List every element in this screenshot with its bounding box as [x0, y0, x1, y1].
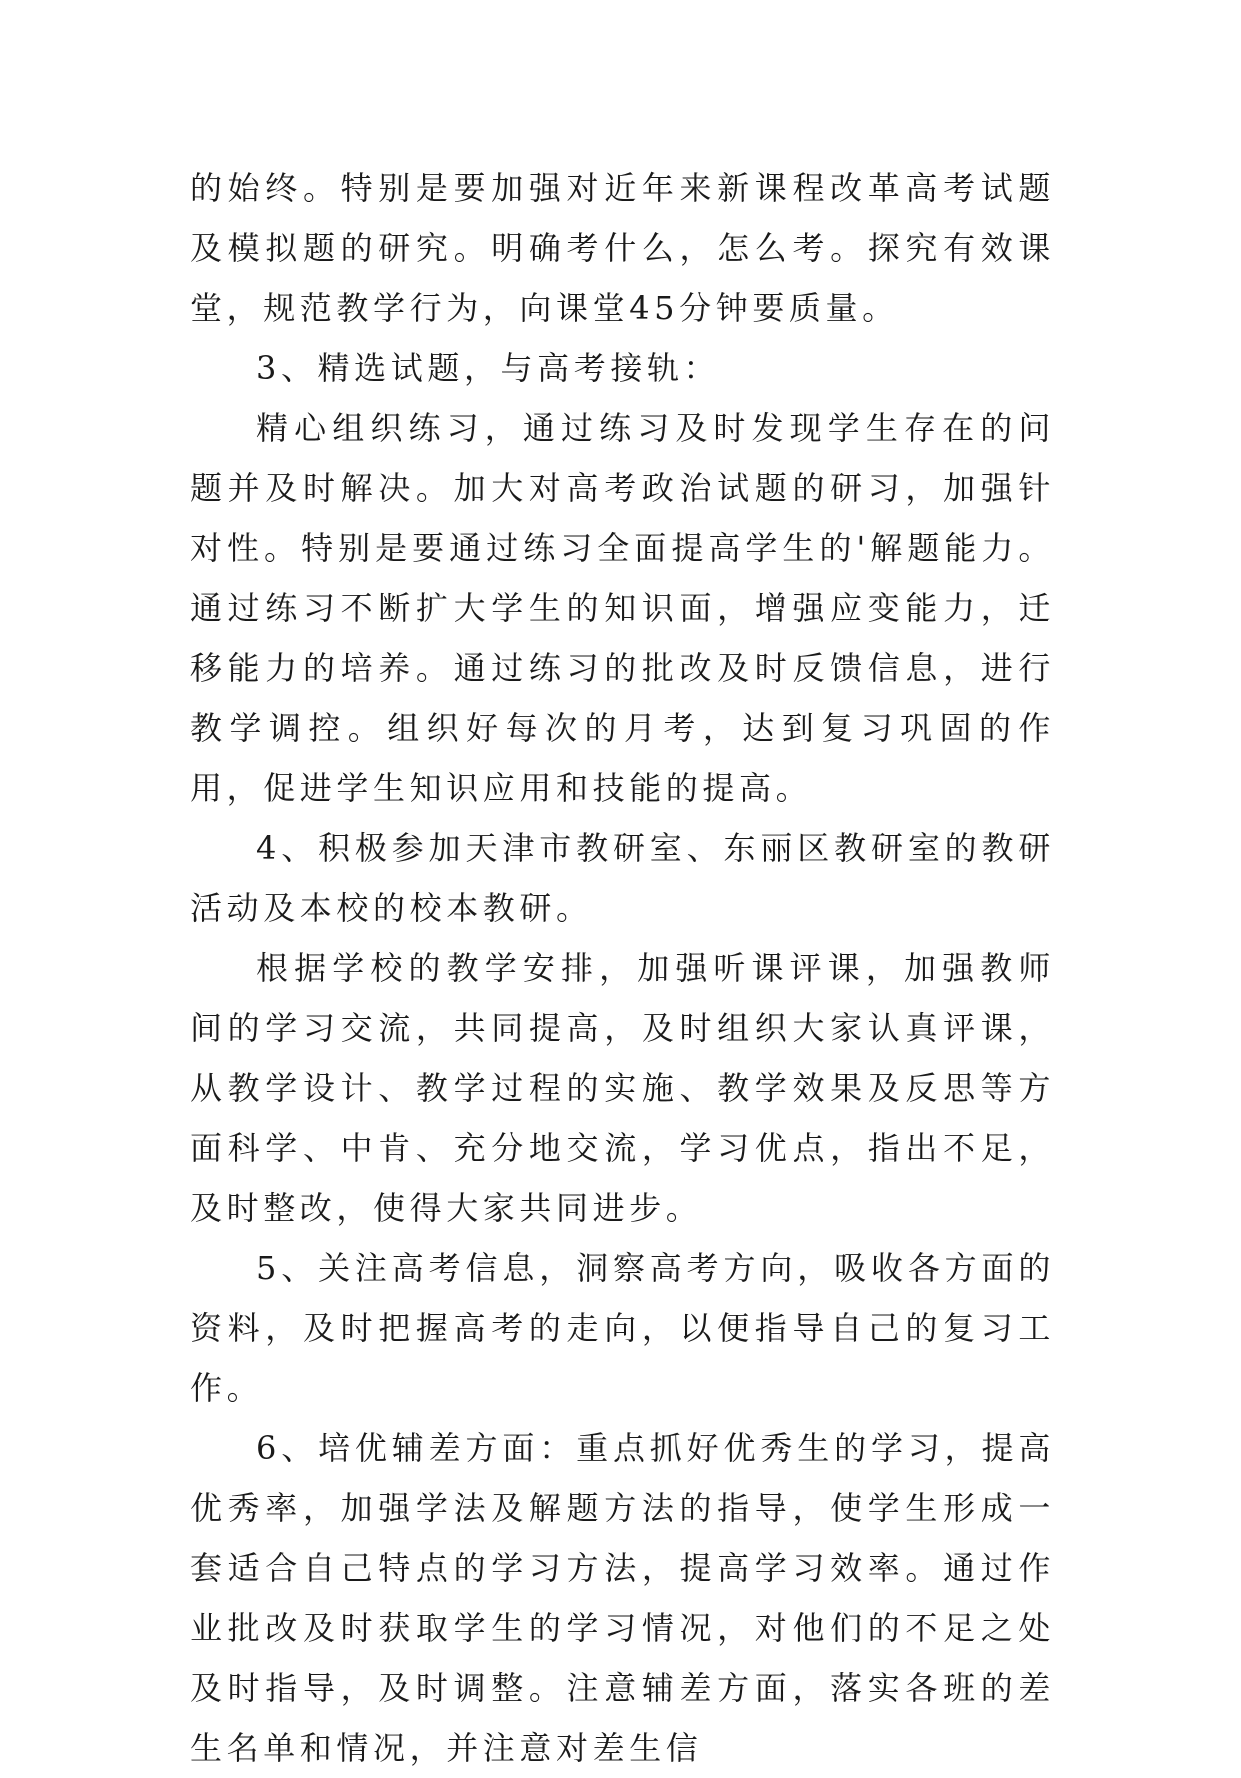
document-body — [190, 158, 1055, 1778]
paragraph-2: 3、精选试题，与高考接轨： — [256, 349, 721, 387]
paragraph-7: 6、培优辅差方面：重点抓好优秀生的学习，提高优秀率，加强学法及解题方法的指导，使学生形成一套适合自己特点的学习方法，提高学习效率。通过作业批改及时获取学生的学习情况，对他们的不足之处及时指导，及时调整。注意辅差方面，落实各班的差生名单和情况，并注意对差生信 — [190, 1429, 1055, 1767]
paragraph-4: 4、积极参加天津市教研室、东丽区教研室的教研活动及本校的校本教研。 — [190, 829, 1055, 927]
paragraph-6: 5、关注高考信息，洞察高考方向，吸收各方面的资料，及时把握高考的走向，以便指导自己的复习工作。 — [190, 1249, 1055, 1407]
paragraph-3: 精心组织练习，通过练习及时发现学生存在的问题并及时解决。加大对高考政治试题的研习，加强针对性。特别是要通过练习全面提高学生的'解题能力。通过练习不断扩大学生的知识面，增强应变能力，迁移能力的培养。通过练习的批改及时反馈信息，进行教学调控。组织好每次的月考，达到复习巩固的作用，促进学生知识应用和技能的提高。 — [190, 409, 1055, 807]
paragraph-5: 根据学校的教学安排，加强听课评课，加强教师间的学习交流，共同提高，及时组织大家认真评课，从教学设计、教学过程的实施、教学效果及反思等方面科学、中肯、充分地交流，学习优点，指出不足，及时整改，使得大家共同进步。 — [190, 949, 1055, 1227]
paragraph-1: 的始终。特别是要加强对近年来新课程改革高考试题及模拟题的研究。明确考什么，怎么考。探究有效课堂，规范教学行为，向课堂45分钟要质量。 — [190, 169, 1055, 327]
